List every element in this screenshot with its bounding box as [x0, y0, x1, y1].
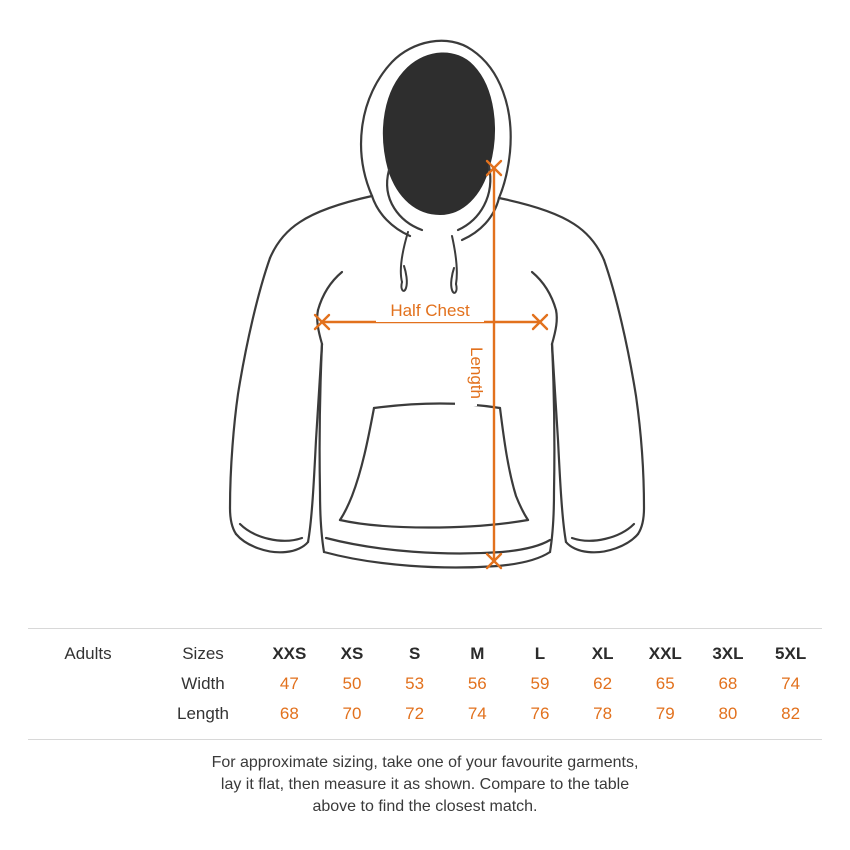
width-cell: 50 [342, 674, 362, 693]
width-cell: 47 [279, 674, 299, 693]
size-cell: 3XL [712, 644, 744, 663]
size-cell: XL [591, 644, 614, 663]
width-cell: 68 [718, 674, 738, 693]
size-cell: XXS [272, 644, 307, 663]
size-cell: L [534, 644, 546, 663]
sizing-note-line-3: above to find the closest match. [312, 798, 538, 815]
group-label: Adults [64, 644, 112, 663]
width-cell: 65 [655, 674, 675, 693]
size-cell: XS [340, 644, 364, 663]
length-cell: 80 [718, 704, 738, 723]
size-table [28, 639, 822, 729]
length-cell: 82 [781, 704, 801, 723]
width-cell: 62 [593, 674, 613, 693]
row-label-length: Length [177, 704, 229, 723]
row-label-width: Width [181, 674, 225, 693]
length-cell: 76 [530, 704, 550, 723]
sizing-note-line-1: For approximate sizing, take one of your favourite garments, [211, 754, 639, 771]
spacer-cell [28, 699, 148, 729]
length-cell: 78 [593, 704, 613, 723]
length-cell: 79 [655, 704, 675, 723]
length-cell: 74 [467, 704, 487, 723]
half-chest-label: Half Chest [390, 301, 470, 320]
width-cell: 59 [530, 674, 550, 693]
length-cell: 68 [279, 704, 299, 723]
row-label-sizes: Sizes [182, 644, 224, 663]
width-cell: 74 [781, 674, 801, 693]
sizing-note-line-2: lay it flat, then measure it as shown. Compare to the table [220, 776, 630, 793]
size-cell: S [408, 644, 421, 663]
width-cell: 56 [467, 674, 487, 693]
length-cell: 70 [342, 704, 362, 723]
spacer-cell [28, 669, 148, 699]
size-table-container [28, 628, 822, 740]
sizing-note [0, 752, 850, 818]
table-row [28, 639, 822, 669]
table-row [28, 669, 822, 699]
length-label: Length [467, 347, 486, 399]
size-cell: M [470, 644, 485, 663]
length-cell: 72 [405, 704, 425, 723]
size-cell: XXL [648, 644, 682, 663]
table-row [28, 699, 822, 729]
width-cell: 53 [405, 674, 425, 693]
size-cell: 5XL [775, 644, 807, 663]
